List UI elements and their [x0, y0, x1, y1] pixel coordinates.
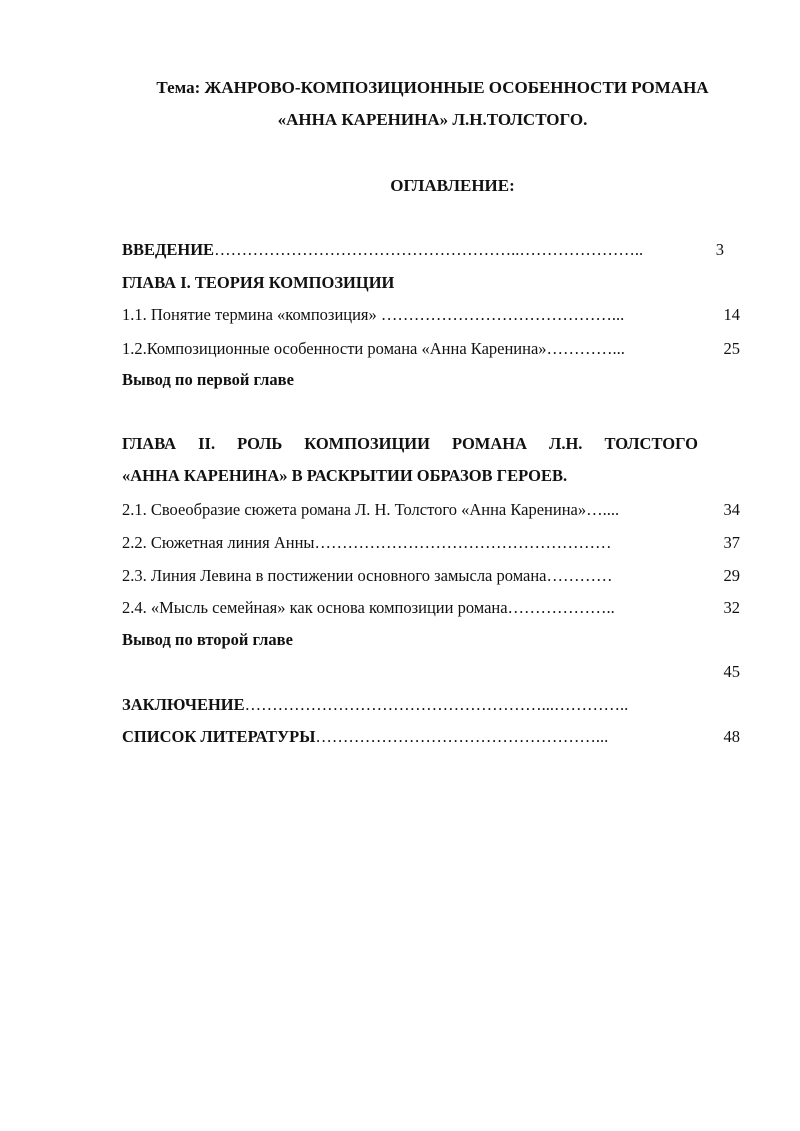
- document-title-line-2: «АННА КАРЕНИНА» Л.Н.ТОЛСТОГО.: [277, 110, 588, 129]
- toc-page-number: 45: [723, 662, 740, 681]
- toc-entry-2-4: 2.4. «Мысль семейная» как основа композиции романа………………..: [122, 598, 615, 617]
- toc-page-number: 37: [723, 533, 740, 552]
- toc-entry-1-1: 1.1. Понятие термина «композиция» ……………………………………...: [122, 305, 625, 324]
- toc-leader-dots: ………………………………………………...…………..: [244, 695, 629, 714]
- toc-chapter-2-title-line-1: ГЛАВА II. РОЛЬ КОМПОЗИЦИИ РОМАНА Л.Н. ТОЛСТОГО: [122, 434, 698, 453]
- toc-entry-label: СПИСОК ЛИТЕРАТУРЫ: [122, 727, 316, 746]
- toc-entry-2-3: 2.3. Линия Левина в постижении основного замысла романа…………: [122, 566, 613, 585]
- toc-entry-1-2: 1.2.Композиционные особенности романа «Анна Каренина»…………...: [122, 339, 625, 358]
- toc-page-number: 14: [723, 305, 740, 324]
- toc-entry-2-1: 2.1. Своеобразие сюжета романа Л. Н. Толстого «Анна Каренина»…....: [122, 500, 620, 519]
- toc-entry-label: ЗАКЛЮЧЕНИЕ: [122, 695, 245, 714]
- title-text-line-1: ЖАНРОВО-КОМПОЗИЦИОННЫЕ ОСОБЕННОСТИ РОМАНА: [204, 78, 709, 97]
- toc-entry-2-2: 2.2. Сюжетная линия Анны………………………………………………: [122, 533, 612, 552]
- toc-page-number: 48: [723, 727, 740, 746]
- toc-chapter-2-title-line-2: «АННА КАРЕНИНА» В РАСКРЫТИИ ОБРАЗОВ ГЕРОЕВ.: [122, 466, 568, 485]
- toc-page-number: 32: [723, 598, 740, 617]
- toc-entry-conclusion: [122, 695, 698, 715]
- toc-chapter-2-conclusion: Вывод по второй главе: [122, 630, 293, 649]
- toc-page-number: 34: [723, 500, 740, 519]
- toc-page-number: 29: [723, 566, 740, 585]
- document-title-line-1: [100, 78, 765, 98]
- toc-entry-bibliography: [122, 727, 698, 747]
- toc-page-number: 3: [715, 240, 724, 259]
- toc-leader-dots: ………………………………………………..…………………..: [214, 240, 644, 259]
- toc-chapter-1-conclusion: Вывод по первой главе: [122, 370, 294, 389]
- toc-page-number: 25: [723, 339, 740, 358]
- toc-entry-introduction: [122, 240, 698, 260]
- toc-entry-label: ВВЕДЕНИЕ: [122, 240, 215, 259]
- toc-chapter-1-title: ГЛАВА I. ТЕОРИЯ КОМПОЗИЦИИ: [122, 273, 395, 292]
- toc-heading: ОГЛАВЛЕНИЕ:: [390, 176, 515, 195]
- toc-leader-dots: ……………………………………………...: [315, 727, 609, 746]
- title-prefix: Тема:: [156, 78, 205, 97]
